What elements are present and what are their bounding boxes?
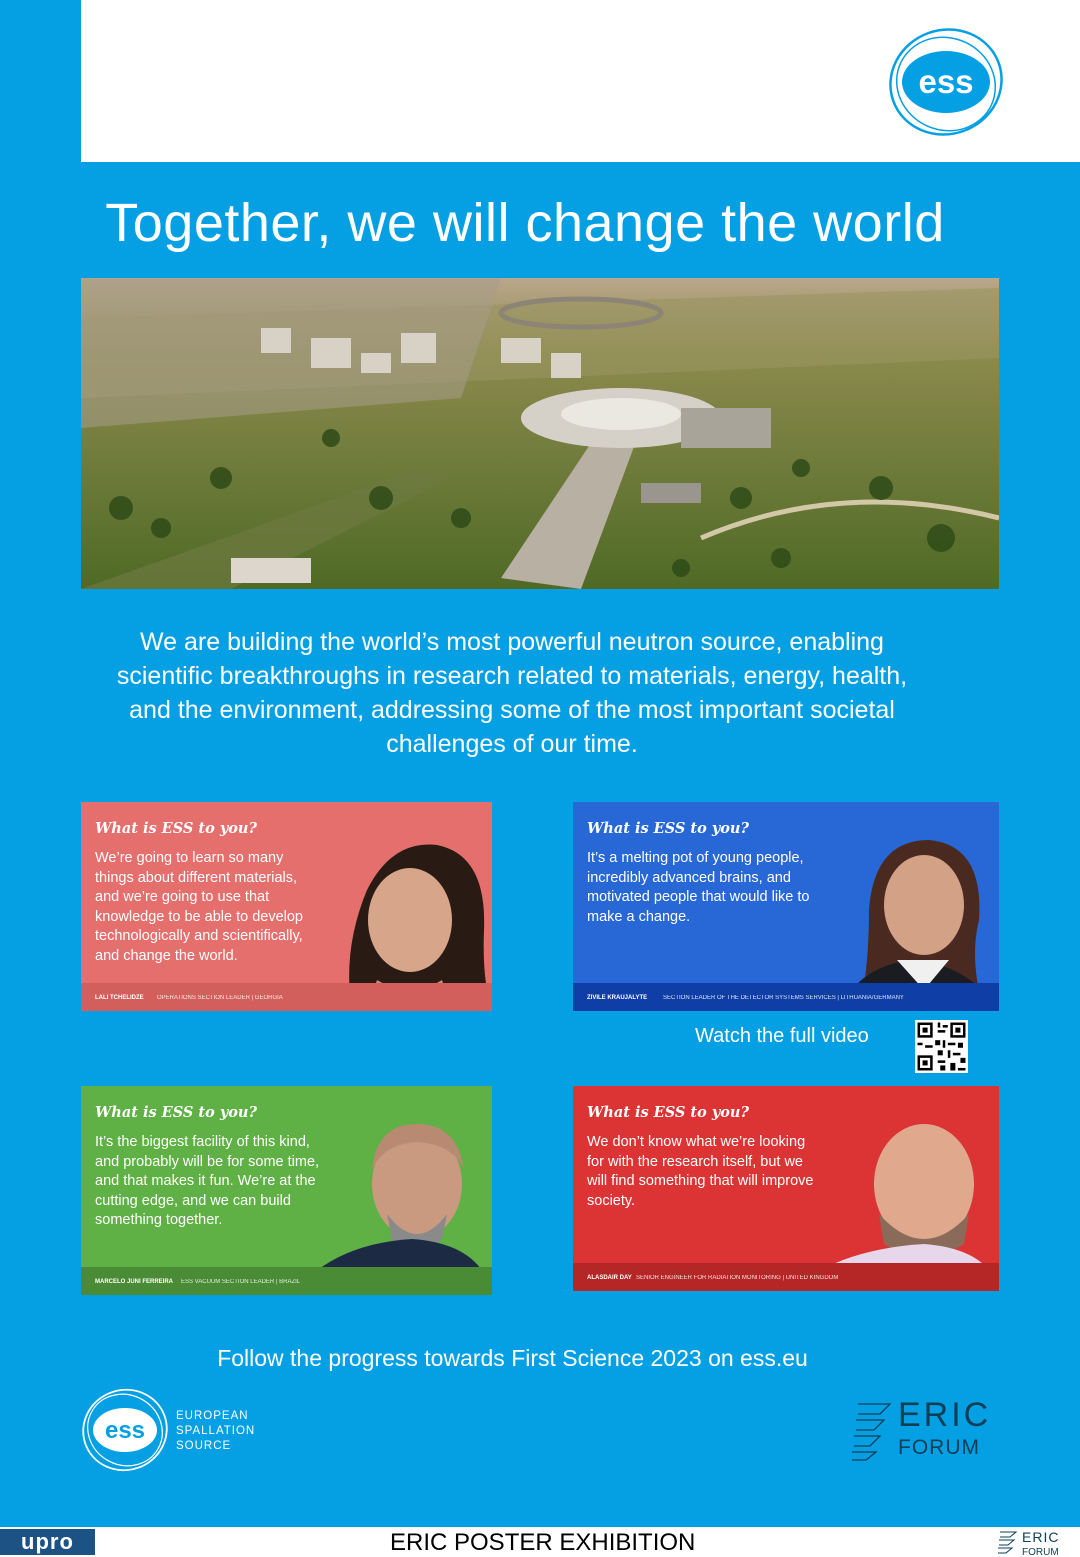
card-quote: We’re going to learn so many things about different materials, and we’re going to use that knowledge to be able to develop technologically and scientifically, and change the world.	[95, 850, 303, 964]
testimonial-card-1	[81, 802, 492, 1011]
ess-logo-bottom	[80, 1385, 170, 1475]
testimonial-card-2	[573, 802, 999, 1011]
card-question: What is ESS to you?	[95, 1104, 257, 1121]
card-person-role: ESS VACUUM SECTION LEADER | BRAZIL	[181, 1279, 301, 1285]
svg-text:ess: ess	[104, 1417, 146, 1444]
card-person-role: SECTION LEADER OF THE DETECTOR SYSTEMS SERVICES | LITHUANIA/GERMANY	[663, 995, 904, 1001]
follow-progress-text: Follow the progress towards First Science 2023 on ess.eu	[217, 1345, 808, 1371]
card-person-name: MARCELO JUNI FERREIRA	[95, 1279, 174, 1285]
svg-text:ERIC: ERIC	[1022, 1529, 1060, 1545]
ess-logo-top	[884, 24, 1008, 144]
ess-organization-name: EUROPEAN SPALLATION SOURCE	[176, 1410, 256, 1452]
eric-forum-small-logo	[996, 1528, 1080, 1557]
eric-logo-text: ERIC	[898, 1396, 992, 1434]
upro-logo: upro	[0, 1529, 95, 1555]
qr-code-icon[interactable]	[915, 1020, 968, 1073]
testimonial-card-3	[81, 1086, 492, 1295]
headline: Together, we will change the world	[105, 193, 945, 253]
card-question: What is ESS to you?	[587, 820, 749, 837]
card-question: What is ESS to you?	[587, 1104, 749, 1121]
svg-text:ess: ess	[918, 63, 974, 100]
card-question: What is ESS to you?	[95, 820, 257, 837]
aerial-facility-photo	[81, 278, 999, 589]
watch-video-label: Watch the full video	[695, 1025, 869, 1047]
card-quote: It’s a melting pot of young people, incredibly advanced brains, and motivated people that would like to make a change.	[587, 850, 810, 925]
svg-text:FORUM: FORUM	[1022, 1547, 1059, 1557]
card-person-name: ZIVILE KRAUJALYTE	[587, 995, 648, 1001]
card-person-role: SENIOR ENGINEER FOR RADIATION MONITORING | UNITED KINGDOM	[636, 1275, 839, 1281]
card-person-name: ALASDAIR DAY	[587, 1275, 632, 1281]
card-quote: We don’t know what we’re looking for with the research itself, but we will find something that will improve society.	[587, 1134, 814, 1209]
exhibition-title: ERIC POSTER EXHIBITION	[390, 1529, 696, 1556]
card-person-name: LALI TCHELIDZE	[95, 995, 144, 1001]
card-quote: It’s the biggest facility of this kind, and probably will be for some time, and that makes it fun. We’re at the cutting edge, and we can build something together.	[95, 1134, 320, 1228]
intro-paragraph: We are building the world’s most powerful neutron source, enabling scientific breakthroughs in research related to materials, energy, health, and the environment, addressing some of the most important societal challenges of our time.	[116, 628, 908, 758]
testimonial-card-4	[573, 1086, 999, 1291]
card-person-role: OPERATIONS SECTION LEADER | GEORGIA	[157, 995, 283, 1001]
forum-logo-text: FORUM	[898, 1436, 980, 1459]
